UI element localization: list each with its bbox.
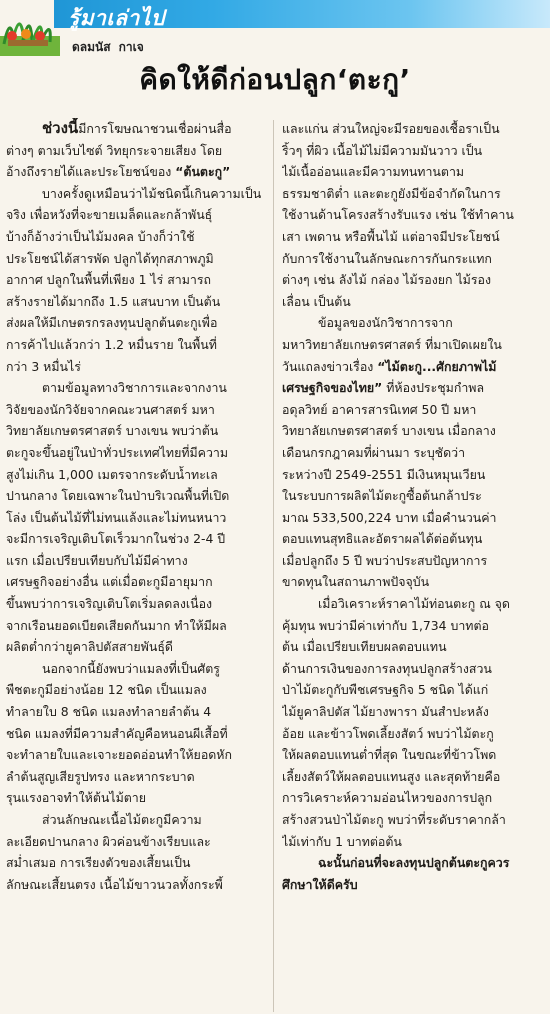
byline-name: ดลมนัส: [72, 40, 111, 54]
text-line: อดุลวิทย์ อาคารสารนิเทศ 50 ปี มหา: [282, 401, 477, 417]
text-line: ลักษณะเสี้ยนตรง เนื้อไม้ขาวนวลทั้งกระพี้: [6, 876, 223, 892]
column-logo-icon: [0, 0, 60, 56]
text-line: ไม้เนื้ออ่อนและมีความทนทานตาม: [282, 164, 465, 180]
text-line: จริง เพื่อหวังที่จะขายเมล็ดและกล้าพันธุ์: [6, 207, 213, 223]
text-line: ธรรมชาติต่ำ และตะกูยังมีข้อจำกัดในการ: [282, 185, 501, 201]
paragraph: [6, 809, 268, 895]
emphasis-term: “ไม้ตะกู...ศักยภาพไม้: [377, 358, 497, 374]
text-line: สม่ำเสมอ การเรียงตัวของเสี้ยนเป็น: [6, 855, 191, 871]
text-line: เลี้ยงสัตว์ให้ผลตอบแทนสูง และสุดท้ายคือ: [282, 768, 501, 784]
text-line: ชนิด แมลงที่มีความสำคัญคือหนอนผีเสื้อที่: [6, 725, 228, 741]
text-line: เมื่อวิเคราะห์ราคาไม้ท่อนตะกู ณ จุด: [318, 596, 510, 612]
text-line: เศรษฐกิจอย่างอื่น แต่เมื่อตะกูมีอายุมาก: [6, 574, 213, 590]
text-line: ปานกลาง โดยเฉพาะในป่าบริเวณพื้นที่เปิด: [6, 488, 230, 504]
text-line: ใช้งานด้านโครงสร้างรับแรง เช่น ใช้ทำคาน: [282, 207, 514, 223]
text-line: กับการใช้งานในลักษณะการกันกระแทก: [282, 250, 492, 266]
text-line: บางครั้งดูเหมือนว่าไม้ชนิดนี้เกินความเป็น: [42, 185, 262, 201]
text-line: วิทยาลัยเกษตรศาสตร์ บางเขน พบว่าต้น: [6, 423, 219, 439]
text-line: [6, 161, 268, 183]
text-line: ตามข้อมูลทางวิชาการและจากงาน: [42, 380, 227, 396]
text-line: นอกจากนี้ยังพบว่าแมลงที่เป็นศัตรู: [42, 660, 220, 676]
byline-surname: กาเจ: [118, 40, 144, 54]
paragraph: [282, 593, 544, 852]
article-column-left: [6, 118, 268, 895]
text-line: ละเอียดปานกลาง ผิวค่อนข้างเรียบและ: [6, 833, 211, 849]
text-line: ด้านการเงินของการลงทุนปลูกสร้างสวน: [282, 660, 492, 676]
text-line: ต่างๆ เช่น ลังไม้ กล่อง ไม้รองยก ไม้รอง: [282, 272, 492, 288]
text-line: ส่งผลให้มีเกษตรกรลงทุนปลูกต้นตะกูเพื่อ: [6, 315, 218, 331]
text-line: และแก่น ส่วนใหญ่จะมีรอยของเชื้อราเป็น: [282, 121, 500, 136]
text-span: วันแถลงข่าวเรื่อง: [282, 358, 378, 374]
text-line: ตะกูจะขึ้นอยู่ในป่าทั่วประเทศไทยที่มีความ: [6, 444, 229, 460]
byline: [72, 38, 144, 57]
text-line: โล่ง เป็นต้นไม้ที่ไม่ทนแล้งและไม่ทนหนาว: [6, 509, 227, 525]
text-line: การวิเคราะห์ความอ่อนไหวของการปลูก: [282, 790, 493, 806]
text-line: คุ้มทุน พบว่ามีค่าเท่ากับ 1,734 บาทต่อ: [282, 617, 489, 633]
text-line: จะทำลายใบและเจาะยอดอ่อนทำให้ยอดหัก: [6, 747, 232, 763]
text-line: ป่าไม้ตะกูกับพืชเศรษฐกิจ 5 ชนิด ได้แก่: [282, 682, 489, 698]
text-line: สูงไม่เกิน 1,000 เมตรจากระดับน้ำทะเล: [6, 466, 218, 482]
text-line: ต้น เมื่อเปรียบเทียบผลตอบแทน: [282, 639, 447, 655]
text-line: ไม้เท่ากับ 1 บาทต่อต้น: [282, 833, 402, 849]
text-line: สร้างรายได้มากถึง 1.5 แสนบาท เป็นต้น: [6, 293, 221, 309]
text-line: การค้าไปแล้วกว่า 1.2 หมื่นราย ในพื้นที่: [6, 336, 217, 352]
article-headline: คิดให้ดีก่อนปลูก‘ตะกู’: [139, 63, 411, 96]
text-line: เดือนกรกฎาคมที่ผ่านมา ระบุชัดว่า: [282, 444, 466, 460]
text-line: ขึ้นพบว่าการเจริญเติบโตเริ่มลดลงเนื่อง: [6, 596, 213, 612]
text-line: พืชตะกูมีอย่างน้อย 12 ชนิด เป็นแมลง: [6, 682, 207, 698]
text-line: จากเรือนยอดเบียดเสียดกันมาก ทำให้มีผล: [6, 617, 227, 633]
text-line: เลื่อน เป็นต้น: [282, 293, 351, 309]
paragraph: [282, 852, 544, 895]
text-line: สร้างสวนป่าไม้ตะกู พบว่าที่ระดับราคากล้า: [282, 812, 506, 827]
paragraph: [282, 118, 544, 312]
text-line: ขาดทุนในสถานภาพปัจจุบัน: [282, 574, 430, 590]
text-line: บ้างก็อ้างว่าเป็นไม้มงคล บ้างก็ว่าใช้: [6, 228, 195, 244]
text-span: มีการโฆษณาชวนเชื่อผ่านสื่อ: [78, 121, 232, 136]
text-line: ส่วนลักษณะเนื้อไม้ตะกูมีความ: [42, 812, 202, 827]
text-line: มหาวิทยาลัยเกษตรศาสตร์ ที่มาเปิดเผยใน: [282, 336, 502, 352]
text-span: อ้างถึงรายได้และประโยชน์ของ: [6, 164, 176, 180]
text-line: รุนแรงอาจทำให้ต้นไม้ตาย: [6, 790, 146, 806]
paragraph: [282, 312, 544, 593]
text-line: ฉะนั้นก่อนที่จะลงทุนปลูกต้นตะกูควร: [318, 855, 510, 871]
text-line: แรก เมื่อเปรียบเทียบกับไม้มีค่าทาง: [6, 552, 188, 568]
text-line: ศึกษาให้ดีครับ: [282, 876, 358, 892]
article-column-right: [282, 118, 544, 895]
text-line: ระหว่างปี 2549-2551 มีเงินหมุนเวียน: [282, 466, 486, 482]
text-line: อ้อย และข้าวโพดเลี้ยงสัตว์ พบว่าไม้ตะกู: [282, 725, 494, 741]
paragraph: [6, 118, 268, 377]
text-line: ต่างๆ ตามเว็บไซต์ วิทยุกระจายเสียง โดย: [6, 142, 223, 158]
text-line: [282, 377, 544, 399]
text-line: มาณ 533,500,224 บาท เมื่อคำนวนค่า: [282, 509, 497, 525]
text-line: ผลิตต่ำกว่ายูคาลิปตัสสายพันธุ์ดี: [6, 639, 173, 655]
text-line: เสา เพดาน หรือพื้นไม้ แต่อาจมีประโยชน์: [282, 228, 500, 244]
lead-word: ช่วงนี้: [42, 119, 79, 137]
text-line: ตอบแทนสุทธิและอัตราผลได้ต่อต้นทุน: [282, 531, 483, 547]
text-line: ลำต้นสูญเสียรูปทรง และหากระบาด: [6, 768, 195, 784]
text-line: กว่า 3 หมื่นไร่: [6, 358, 81, 374]
text-line: ข้อมูลของนักวิชาการจาก: [318, 315, 453, 331]
emphasis-term: เศรษฐกิจของไทย”: [282, 380, 383, 396]
column-divider: [273, 120, 274, 1012]
text-line: ประโยชน์ได้สารพัด ปลูกได้ทุกสภาพภูมิ: [6, 250, 214, 266]
text-line: [282, 356, 544, 378]
paragraph: [6, 377, 268, 658]
text-line: จะมีการเจริญเติบโตเร็วมากในช่วง 2-4 ปี: [6, 531, 226, 547]
text-line: ให้ผลตอบแทนต่ำที่สุด ในขณะที่ข้าวโพด: [282, 747, 497, 763]
text-line: ไม้ยูคาลิปตัส ไม้ยางพารา มันสำปะหลัง: [282, 704, 489, 720]
text-line: อากาศ ปลูกในพื้นที่เพียง 1 ไร่ สามารถ: [6, 272, 212, 288]
column-header: [0, 0, 550, 60]
text-line: ในระบบการผลิตไม้ตะกูซื้อต้นกล้าประ: [282, 488, 482, 504]
column-title: รู้มาเล่าไป: [68, 7, 165, 30]
text-span: ที่ห้องประชุมกำพล: [382, 380, 485, 396]
text-line: วิทยาลัยเกษตรศาสตร์ บางเขน เมื่อกลาง: [282, 423, 496, 439]
text-line: ริ้วๆ ที่ผิว เนื้อไม้ไม่มีความมันวาว เป็น: [282, 142, 483, 158]
text-line: เมื่อปลูกถึง 5 ปี พบว่าประสบปัญหาการ: [282, 552, 488, 568]
text-line: [6, 118, 268, 140]
paragraph: [6, 658, 268, 809]
emphasis-term: “ต้นตะกู”: [175, 164, 231, 180]
text-line: ทำลายใบ 8 ชนิด แมลงทำลายลำต้น 4: [6, 704, 212, 720]
text-line: วิจัยของนักวิจัยจากคณะวนศาสตร์ มหา: [6, 401, 215, 417]
